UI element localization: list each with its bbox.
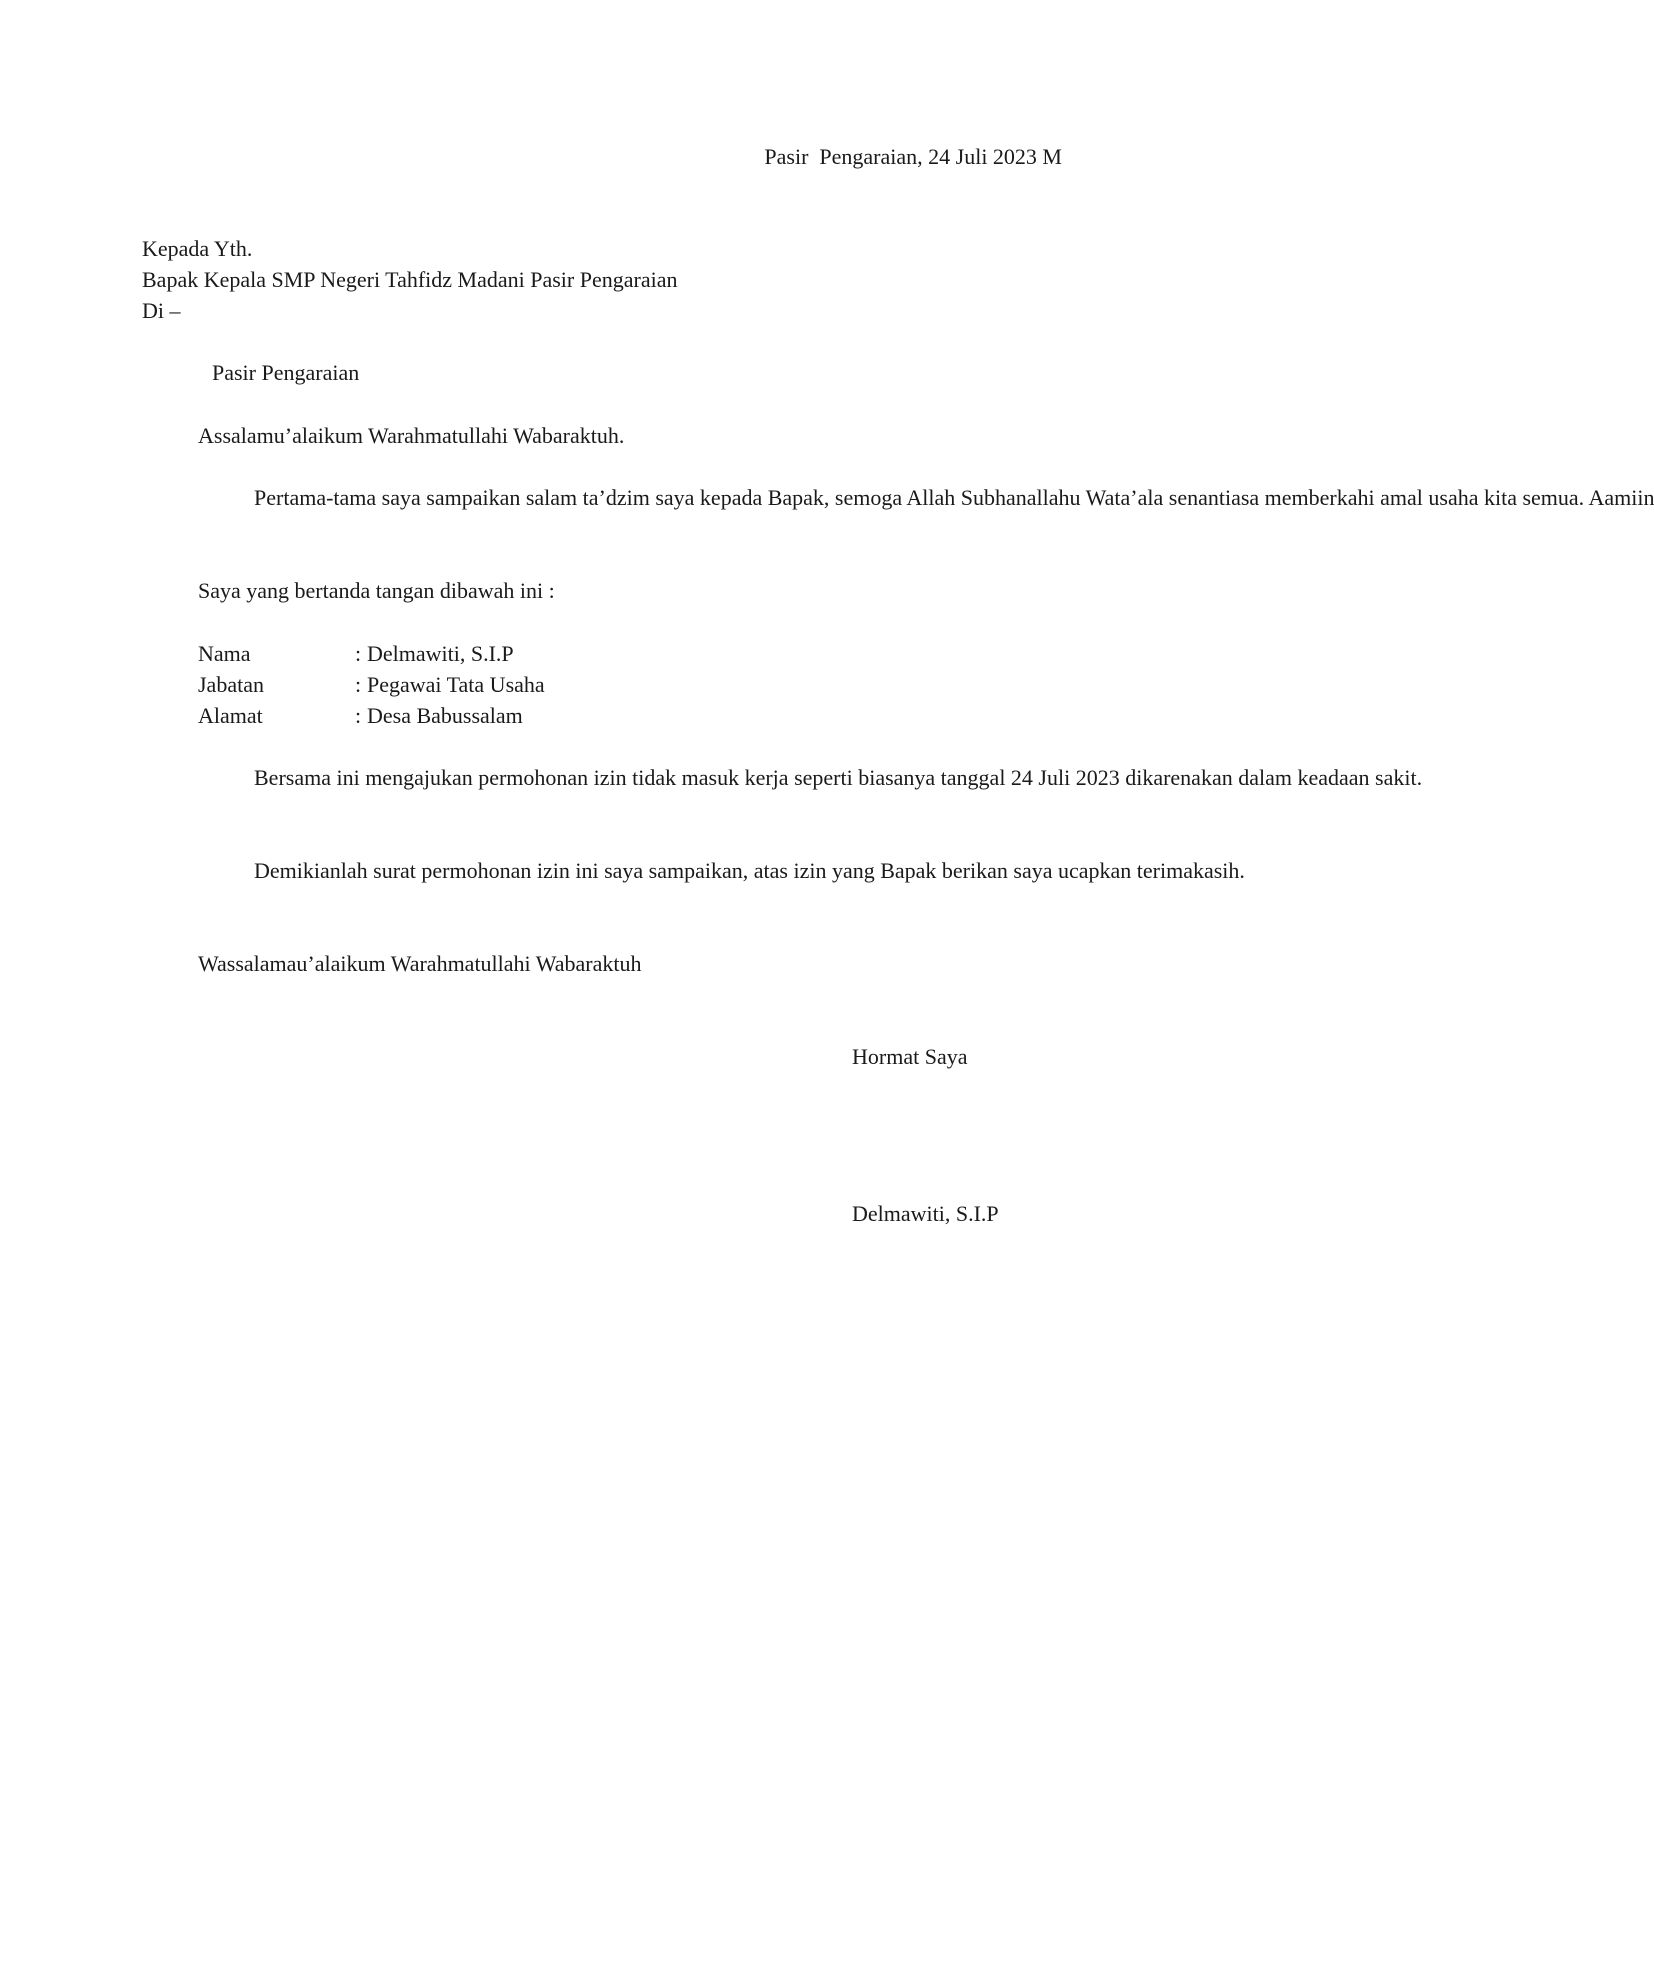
identity-row-nama <box>198 639 798 669</box>
identity-separator: : <box>355 672 362 697</box>
identity-label: Jabatan <box>198 672 264 697</box>
identity-row-alamat <box>198 701 798 731</box>
identity-separator: : <box>355 641 362 666</box>
opening-paragraph-text: Pertama-tama saya sampaikan salam ta’dzim saya kepada Bapak, semoga Allah Subhanallahu Wata’ala senantiasa memberkahi amal usaha kita semua. Aamiin <box>254 485 1654 510</box>
intro-line: Saya yang bertanda tangan dibawah ini : <box>198 578 555 603</box>
recipient-city: Pasir Pengaraian <box>212 360 360 385</box>
request-paragraph <box>198 763 1423 793</box>
closing-paragraph <box>198 856 1245 886</box>
signoff: Hormat Saya <box>852 1044 968 1069</box>
closing-paragraph-text: Demikianlah surat permohonan izin ini saya sampaikan, atas izin yang Bapak berikan saya ucapkan terimakasih. <box>254 858 1245 883</box>
signer-name: Delmawiti, S.I.P <box>852 1201 999 1226</box>
greeting: Assalamu’alaikum Warahmatullahi Wabaraktuh. <box>198 423 625 448</box>
identity-label: Nama <box>198 641 251 666</box>
identity-value: Pegawai Tata Usaha <box>367 672 545 697</box>
request-paragraph-text: Bersama ini mengajukan permohonan izin tidak masuk kerja seperti biasanya tanggal 24 Juli 2023 dikarenakan dalam keadaan sakit. <box>254 765 1423 790</box>
identity-value: Delmawiti, S.I.P <box>367 641 514 666</box>
identity-separator: : <box>355 703 362 728</box>
identity-row-jabatan <box>198 670 798 700</box>
recipient-at: Di – <box>142 298 181 323</box>
place-date: Pasir Pengaraian, 24 Juli 2023 M <box>764 144 1062 169</box>
farewell: Wassalamau’alaikum Warahmatullahi Wabaraktuh <box>198 951 642 976</box>
recipient-name: Bapak Kepala SMP Negeri Tahfidz Madani Pasir Pengaraian <box>142 267 678 292</box>
identity-label: Alamat <box>198 703 263 728</box>
identity-value: Desa Babussalam <box>367 703 523 728</box>
recipient-to: Kepada Yth. <box>142 236 253 261</box>
opening-paragraph <box>198 483 1654 513</box>
